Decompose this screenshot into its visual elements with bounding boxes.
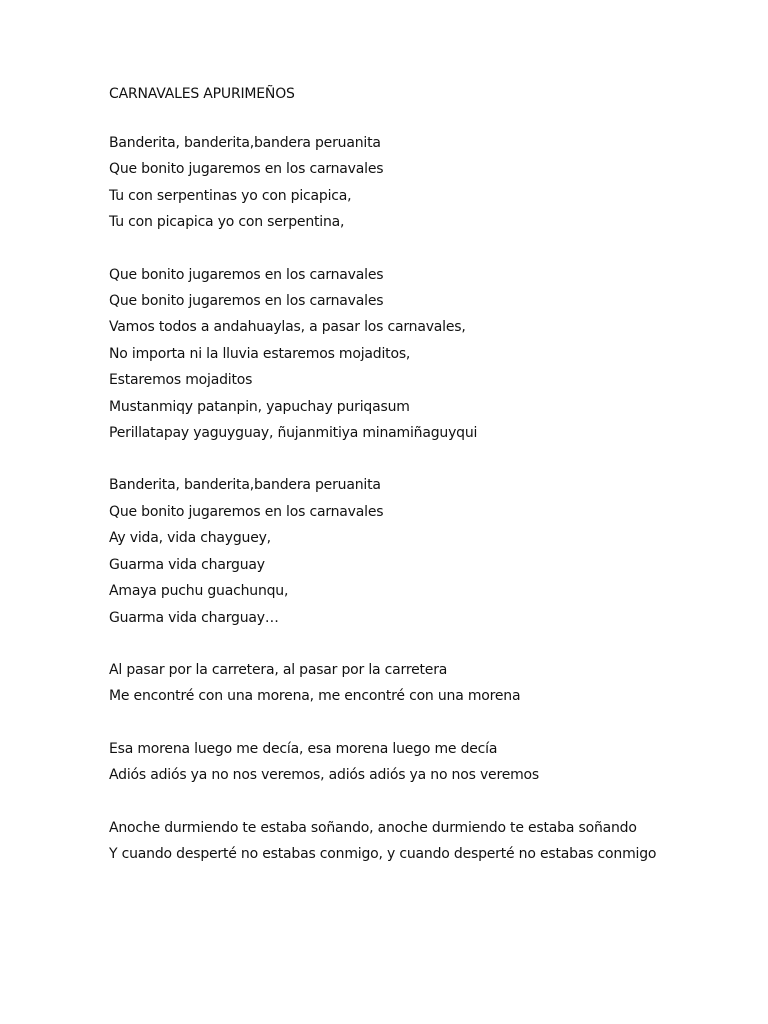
lyric-line: Tu con picapica yo con serpentina, — [109, 214, 345, 231]
stanza-6 — [109, 815, 749, 868]
stanza-1 — [109, 130, 749, 236]
lyric-line: Amaya puchu guachunqu, — [109, 583, 289, 600]
lyric-line: Perillatapay yaguyguay, ñujanmitiya minamiñaguyqui — [109, 425, 478, 442]
lyric-line: Mustanmiqy patanpin, yapuchay puriqasum — [109, 398, 410, 415]
stanza-3 — [109, 472, 749, 630]
stanza-5 — [109, 736, 749, 789]
lyric-line: Que bonito jugaremos en los carnavales — [109, 161, 384, 178]
stanza-4 — [109, 657, 749, 710]
lyric-line: Estaremos mojaditos — [109, 372, 253, 389]
lyric-line: Que bonito jugaremos en los carnavales — [109, 503, 384, 520]
lyric-line: Guarma vida charguay — [109, 556, 265, 573]
lyric-line: Y cuando desperté no estabas conmigo, y cuando desperté no estabas conmigo — [109, 845, 657, 862]
lyric-line: No importa ni la lluvia estaremos mojaditos, — [109, 345, 411, 362]
lyric-line: Ay vida, vida chayguey, — [109, 530, 271, 547]
lyric-line: Esa morena luego me decía, esa morena luego me decía — [109, 740, 498, 757]
document-page — [109, 84, 749, 893]
lyric-line: Que bonito jugaremos en los carnavales — [109, 266, 384, 283]
lyric-line: Anoche durmiendo te estaba soñando, anoche durmiendo te estaba soñando — [109, 819, 637, 836]
lyric-line: Adiós adiós ya no nos veremos, adiós adiós ya no nos veremos — [109, 767, 539, 784]
lyric-line: Vamos todos a andahuaylas, a pasar los carnavales, — [109, 319, 466, 336]
lyric-line: Que bonito jugaremos en los carnavales — [109, 293, 384, 310]
lyric-line: Me encontré con una morena, me encontré con una morena — [109, 688, 521, 705]
stanza-2 — [109, 262, 749, 447]
document-title: CARNAVALES APURIMEÑOS — [109, 86, 295, 102]
lyric-line: Tu con serpentinas yo con picapica, — [109, 187, 352, 204]
lyric-line: Al pasar por la carretera, al pasar por la carretera — [109, 661, 448, 678]
lyric-line: Banderita, banderita,bandera peruanita — [109, 477, 381, 494]
lyric-line: Guarma vida charguay… — [109, 609, 279, 626]
lyric-line: Banderita, banderita,bandera peruanita — [109, 135, 381, 151]
